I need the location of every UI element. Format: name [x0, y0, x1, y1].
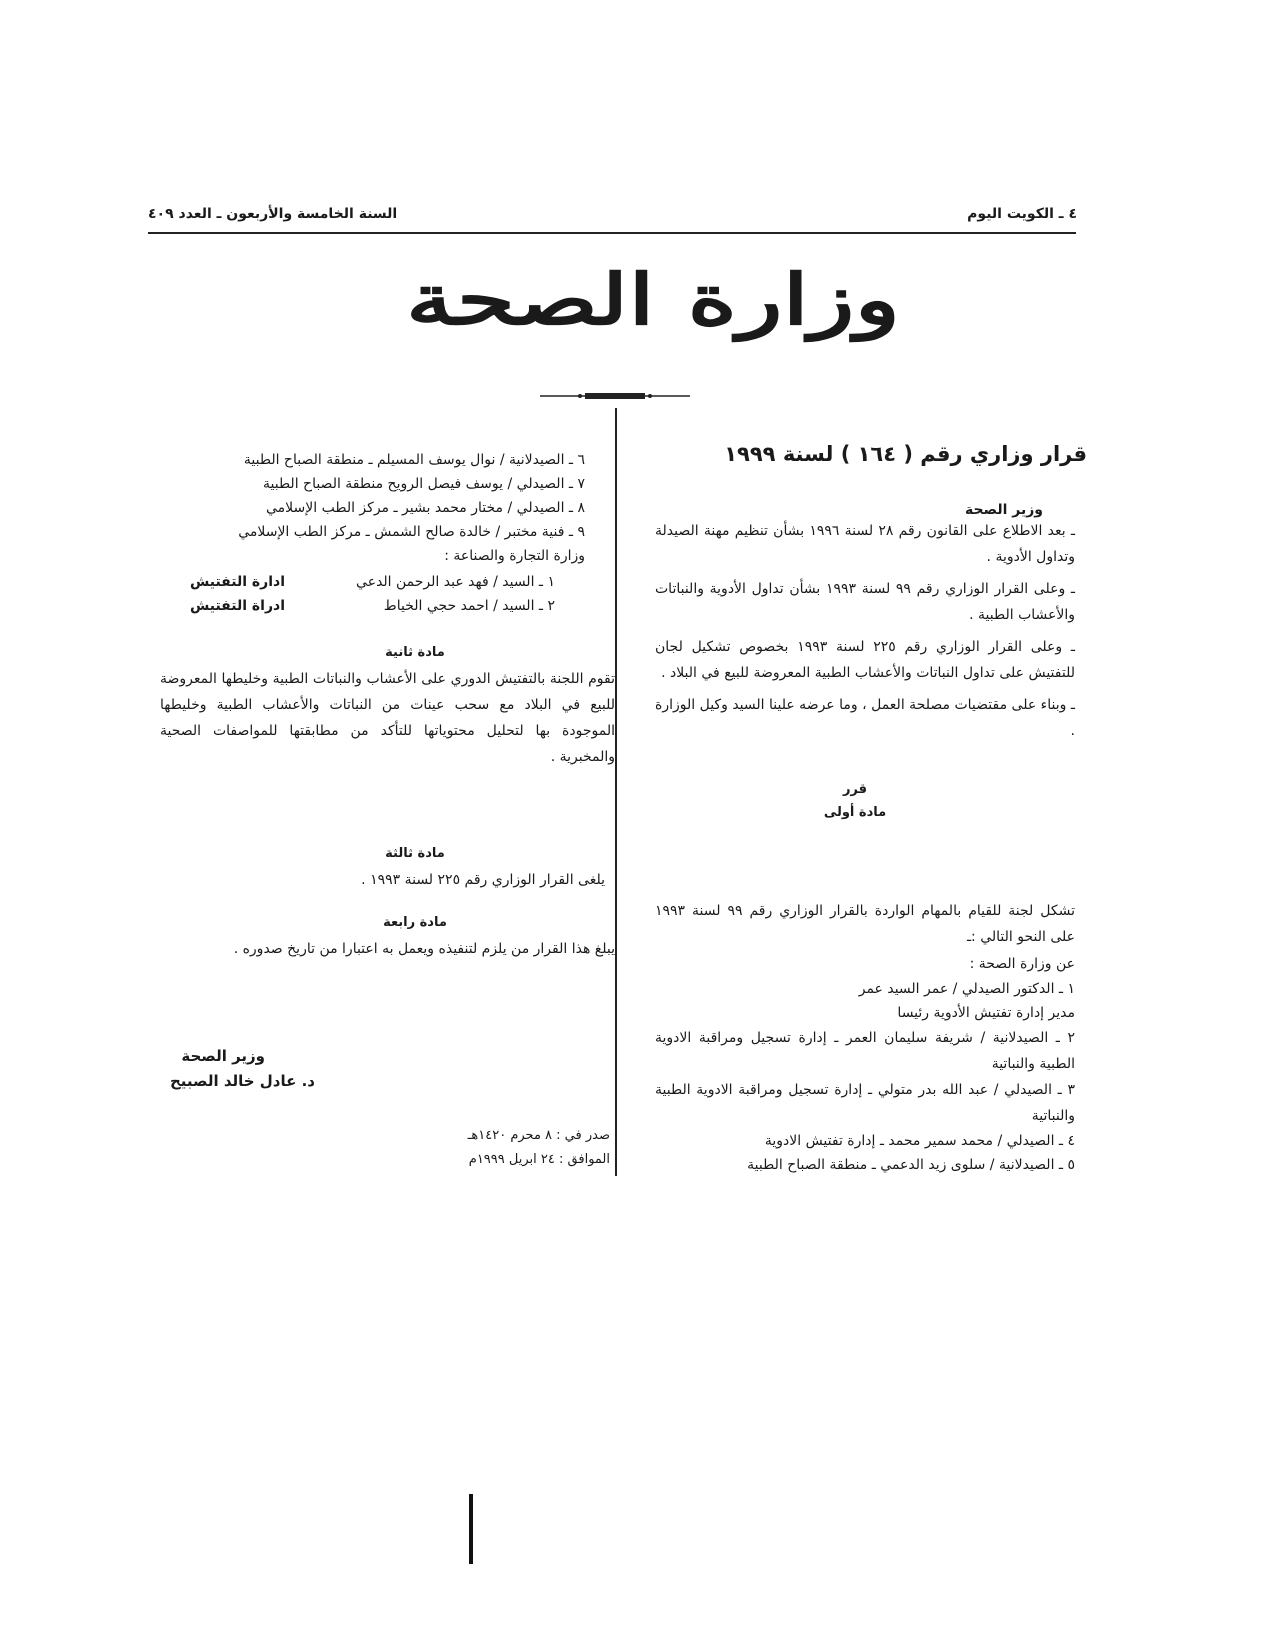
preamble-para: ـ بعد الاطلاع على القانون رقم ٢٨ لسنة ١٩٩٦ بشأن تنظيم مهنة الصيدلة وتداول الأدوية .	[655, 523, 1075, 565]
member-item: وزارة التجارة والصناعة :	[444, 548, 585, 564]
decided-heading: قرر	[842, 782, 868, 797]
commerce-member-name: ١ ـ السيد / فهد عبد الرحمن الدعي	[356, 574, 555, 590]
members-list	[655, 977, 1075, 1177]
scan-mark	[469, 1494, 473, 1564]
corresponding-date: الموافق : ٢٤ ابريل ١٩٩٩م	[468, 1152, 610, 1167]
member-item: ١ ـ الدكتور الصيدلي / عمر السيد عمر	[858, 981, 1075, 997]
member-item: ٦ ـ الصيدلانية / نوال يوسف المسيلم ـ منطقة الصباح الطبية	[243, 452, 585, 468]
article2-heading: مادة ثانية	[385, 645, 445, 660]
header-right: ٤ ـ الكويت اليوم	[967, 206, 1077, 222]
member-item: ٣ ـ الصيدلي / عبد الله بدر متولي ـ إدارة تسجيل ومراقبة الادوية الطبية والنباتية	[655, 1082, 1075, 1124]
preamble	[655, 518, 1075, 744]
member-item: ٨ ـ الصيدلي / مختار محمد بشير ـ مركز الطب الإسلامي	[266, 500, 585, 516]
article3-heading: مادة ثالثة	[385, 846, 445, 861]
left-members-list	[145, 448, 585, 568]
column-divider	[615, 408, 617, 1176]
header-rule	[148, 232, 1076, 234]
article3-text: يلغى القرار الوزاري رقم ٢٢٥ لسنة ١٩٩٣ .	[361, 872, 605, 888]
ornament-divider	[540, 391, 690, 401]
article2-text: تقوم اللجنة بالتفتيش الدوري على الأعشاب والنباتات الطبية وخليطها المعروضة للبيع في البلاد مع سحب عينات من النباتات والأعشاب الطبية وخليطها الموجودة بها لتحليل محتوياتها للتأكد من مطابقتها للمواصفات الصحية والمخبرية .	[160, 671, 615, 765]
header-left: السنة الخامسة والأربعون ـ العدد ٤٠٩	[148, 206, 398, 222]
ministry-title: وزارة الصحة	[405, 258, 901, 341]
commerce-member-dept: ادراة التفتيش	[189, 598, 285, 614]
issued-date: صدر في : ٨ محرم ١٤٢٠هـ	[467, 1128, 610, 1143]
commerce-member-name: ٢ ـ السيد / احمد حجي الخياط	[383, 598, 555, 614]
member-item: ٩ ـ فنية مختبر / خالدة صالح الشمش ـ مركز الطب الإسلامي	[238, 524, 585, 540]
article1-heading: مادة أولى	[823, 805, 887, 820]
member-item: مدير إدارة تفتيش الأدوية رئيسا	[897, 1005, 1075, 1021]
member-item: ٥ ـ الصيدلانية / سلوى زيد الدعمي ـ منطقة الصباح الطبية	[747, 1157, 1075, 1173]
signature-title: وزير الصحة	[181, 1047, 265, 1065]
member-item: ٤ ـ الصيدلي / محمد سمير محمد ـ إدارة تفتيش الادوية	[764, 1133, 1075, 1149]
article4-heading: مادة رابعة	[383, 915, 447, 930]
decree-title: قرار وزاري رقم ( ١٦٤ ) لسنة ١٩٩٩	[724, 442, 1087, 466]
commerce-member-dept: ادارة التفتيش	[189, 574, 285, 590]
from-ministry: عن وزارة الصحة :	[969, 956, 1075, 972]
member-item: ٢ ـ الصيدلانية / شريفة سليمان العمر ـ إدارة تسجيل ومراقبة الادوية الطبية والنباتية	[655, 1030, 1075, 1072]
article1-text: تشكل لجنة للقيام بالمهام الواردة بالقرار الوزاري رقم ٩٩ لسنة ١٩٩٣ على النحو التالي :ـ	[655, 903, 1075, 945]
minister-heading: وزير الصحة	[964, 502, 1043, 518]
member-item: ٧ ـ الصيدلي / يوسف فيصل الرويح منطقة الصباح الطبية	[262, 476, 585, 492]
preamble-para: ـ وعلى القرار الوزاري رقم ٢٢٥ لسنة ١٩٩٣ بخصوص تشكيل لجان للتفتيش على تداول النباتات والأعشاب الطبية المعروضة للبيع في البلاد .	[655, 639, 1075, 681]
preamble-para: ـ وعلى القرار الوزاري رقم ٩٩ لسنة ١٩٩٣ بشأن تداول الأدوية والنباتات والأعشاب الطبية .	[655, 581, 1075, 623]
signature-name: د. عادل خالد الصبيح	[169, 1072, 315, 1090]
preamble-para: ـ وبناء على مقتضيات مصلحة العمل ، وما عرضه علينا السيد وكيل الوزارة .	[655, 697, 1075, 739]
article4-text: يبلغ هذا القرار من يلزم لتنفيذه ويعمل به اعتبارا من تاريخ صدوره .	[233, 941, 615, 957]
